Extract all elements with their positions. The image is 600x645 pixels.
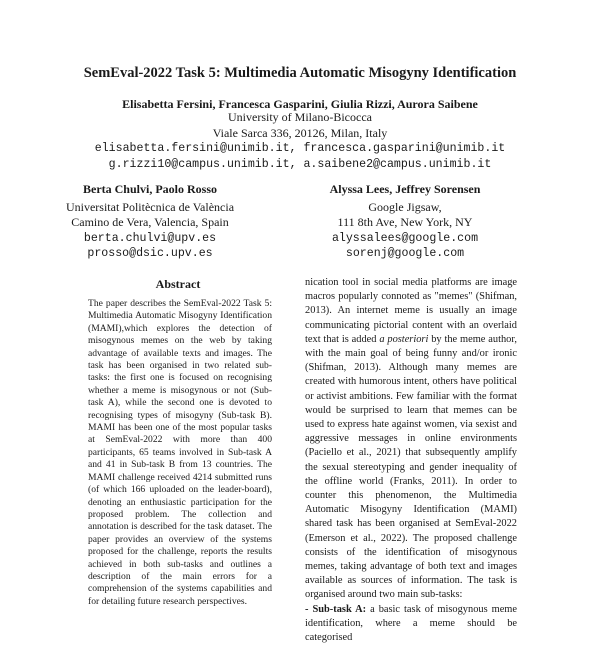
main-affiliation: University of Milano-Bicocca — [228, 110, 372, 124]
main-emails-line2: g.rizzi10@campus.unimib.it, a.saibene2@campus.unimib.it — [108, 157, 492, 171]
right-email-2: sorenj@google.com — [345, 247, 465, 260]
subtask-a-text: a basic task of misogynous meme identification, where a meme should be categorised — [305, 603, 517, 644]
abstract-heading: Abstract — [155, 277, 201, 291]
introduction-body — [305, 276, 517, 644]
abstract-body: The paper describes the SemEval-2022 Task 5: Multimedia Automatic Misogyny Identification (MAMI),which explores the detection of misogynous memes on the web by taking advantage of available texts and images. The task has been organised in two related sub-tasks: the first one is focused on recognising whether a meme is misogynous or not (Sub-task A), while the second one is devoted to recognising types of misogyny (Sub-task B). MAMI has been one of the most popular tasks at SemEval-2022 with more than 400 participants, 65 teams involved in Sub-task A and 41 in Sub-task B from 13 countries. The MAMI challenge received 4214 submitted runs (of which 166 uploaded on the leader-board), denoting an enthusiastic participation for the proposed problem. The collection and annotation is described for the task dataset. The paper provides an overview of the systems proposed for the challenge, reports the results achieved in both sub-tasks and outlines a description of the main errors for a comprehension of the systems capabilities and for detailing future research perspectives. — [88, 298, 272, 607]
left-email-1: berta.chulvi@upv.es — [83, 231, 217, 245]
main-authors: Elisabetta Fersini, Francesca Gasparini, Giulia Rizzi, Aurora Saibene — [122, 97, 478, 111]
subtask-a-label: - Sub-task A: — [305, 603, 367, 615]
right-email-1: alyssalees@google.com — [331, 231, 479, 245]
main-affiliation-block — [0, 110, 600, 172]
subtask-a-item — [305, 603, 517, 645]
body-italic: a posteriori — [379, 333, 429, 345]
right-author-group — [305, 182, 505, 262]
left-email-2: prosso@dsic.upv.es — [87, 247, 213, 260]
left-author-group — [50, 182, 250, 262]
right-address: 111 8th Ave, New York, NY — [337, 215, 473, 229]
body-text-part2: by the meme author, with the main goal of being funny and/or ironic (Shifman, 2013). Although many memes are created with humorous intent, others have political or activist ambitions. Few familiar with the format would be surprised to learn that memes can be used to express hate against women, via sexist and aggressive messages in online environments (Paciello et al., 2021) that subsequently amplify the sexual stereotyping and gender inequality of the offline world (Franks, 2011). In order to counter this phenomenon, the Multimedia Automatic Misogyny Identification (MAMI) shared task has been organised at SemEval-2022 (Emerson et al., 2022). The proposed challenge consists of the identification of misogynous memes, taking advantage of both text and images available as sources of information. The task is organised around two main sub-tasks: — [305, 333, 517, 601]
left-address: Camino de Vera, Valencia, Spain — [71, 215, 229, 229]
paper-title: SemEval-2022 Task 5: Multimedia Automatic Misogyny Identification — [83, 65, 517, 81]
main-emails-line1: elisabetta.fersini@unimib.it, francesca.gasparini@unimib.it — [94, 142, 506, 155]
left-authors: Berta Chulvi, Paolo Rosso — [82, 182, 217, 196]
body-text-part1: nication tool in social media platforms are image macros popularly connoted as "memes" (Shifman, 2013). An internet meme is usually an image communicating pictorial content with an overlaid text that is added — [305, 277, 517, 345]
right-affiliation: Google Jigsaw, — [368, 199, 442, 214]
right-authors: Alyssa Lees, Jeffrey Sorensen — [329, 182, 481, 196]
main-address: Viale Sarca 336, 20126, Milan, Italy — [212, 125, 388, 140]
left-affiliation: Universitat Politècnica de València — [65, 199, 235, 214]
